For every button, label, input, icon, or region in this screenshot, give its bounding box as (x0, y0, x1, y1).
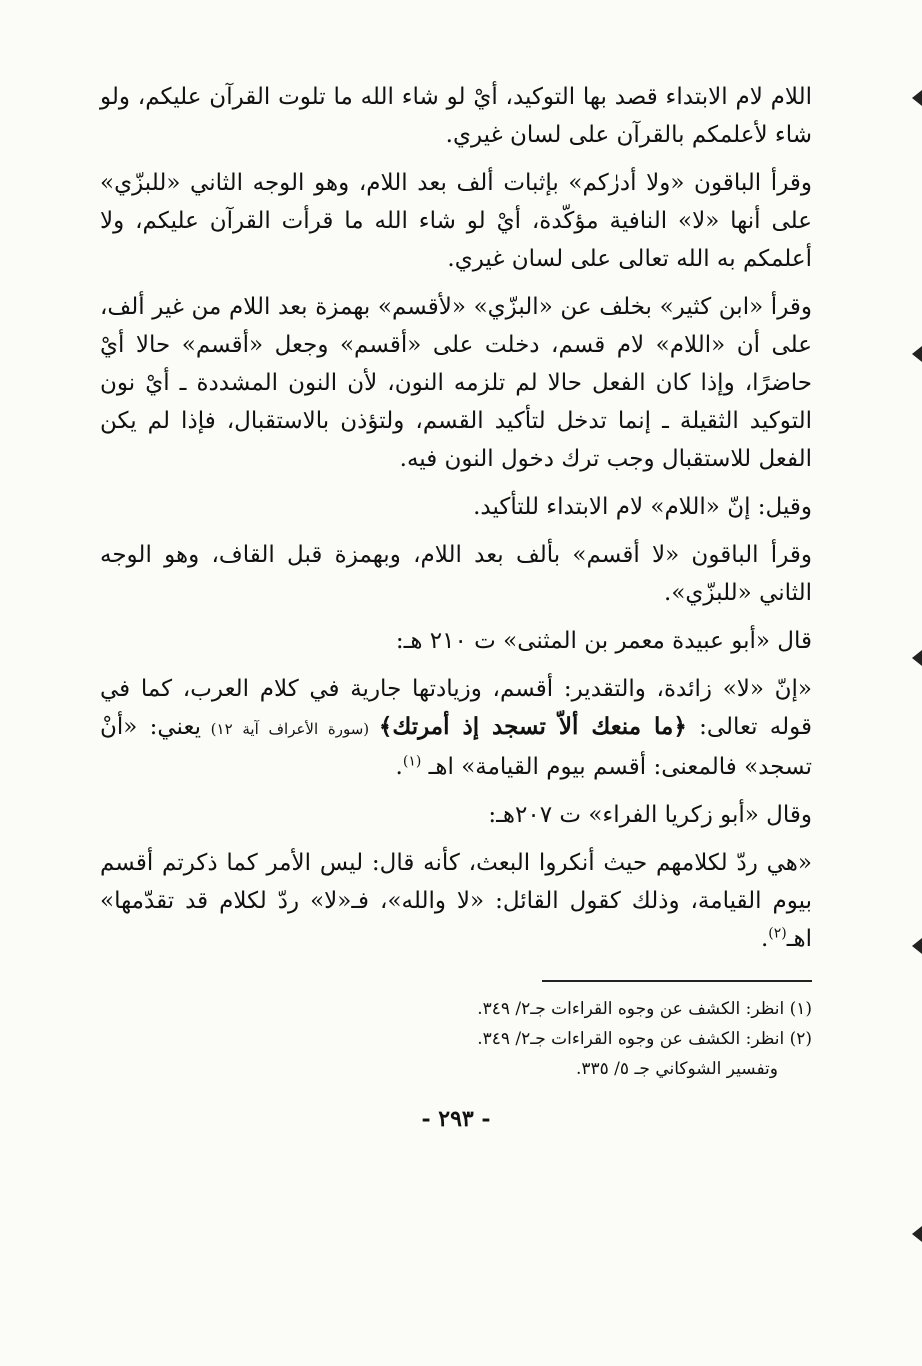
edge-mark (912, 90, 922, 106)
footnote: (٢) انظر: الكشف عن وجوه القراءات جـ٢/ ٣٤٩. (477, 1029, 812, 1049)
footnote-divider (542, 980, 812, 982)
edge-mark (912, 650, 922, 666)
document-page (100, 78, 812, 1132)
footnote: (١) انظر: الكشف عن وجوه القراءات جـ٢/ ٣٤٩. (477, 999, 812, 1019)
paragraph: وقرأ الباقون «ولا أدرٰكم» بإثبات ألف بعد اللام، وهو الوجه الثاني «للبزّي» على أنها «لا» النافية مؤكّدة، أيْ لو شاء الله ما قرأت القرآن عليكم، ولا أعلمكم به الله تعالى على لسان غيري. (100, 170, 812, 272)
paragraph: قال «أبو عبيدة معمر بن المثنى» ت ٢١٠ هـ: (395, 628, 812, 654)
quote-text: «إنّ «لا» زائدة، والتقدير: أقسم، وزيادتها جارية في كلام العرب، كما في قوله تعالى: (100, 676, 812, 740)
quote-end: . (760, 926, 769, 952)
verse-reference: (سورة الأعراف آية ١٢) (200, 720, 379, 738)
paragraph-quote-abu-ubayda (100, 670, 812, 786)
paragraph: اللام لام الابتداء قصد بها التوكيد، أيْ لو شاء الله ما تلوت القرآن عليكم، ولو شاء لأعلمكم بالقرآن على لسان غيري. (100, 84, 812, 148)
footnote-ref: (٢) (768, 925, 787, 942)
quote-end: . (395, 754, 403, 780)
footnote-continuation: وتفسير الشوكاني جـ ٥/ ٣٣٥. (575, 1059, 778, 1079)
quote-text: يعني: «أنْ تسجد» فالمعنى: أقسم بيوم القيامة» اهـ (100, 714, 812, 780)
edge-mark (912, 346, 922, 362)
paragraph: وقال «أبو زكريا الفراء» ت ٢٠٧هـ: (488, 802, 812, 828)
paragraph: وقيل: إنّ «اللام» لام الابتداء للتأكيد. (473, 494, 812, 520)
quran-verse: ﴿ما منعك ألاّ تسجد إذ أمرتك﴾ (378, 713, 687, 740)
paragraph: وقرأ الباقون «لا أقسم» بألف بعد اللام، وبهمزة قبل القاف، وهو الوجه الثاني «للبزّي». (100, 542, 812, 606)
page-number: - ٢٩٣ - (421, 1106, 491, 1132)
edge-mark (912, 1226, 922, 1242)
paragraph-quote-farra (100, 844, 812, 958)
footnote-ref: (١) (402, 753, 422, 770)
edge-mark (912, 938, 922, 954)
paragraph: وقرأ «ابن كثير» بخلف عن «البزّي» «لأقسم» بهمزة بعد اللام من غير ألف، على أن «اللام» لام قسم، دخلت على «أقسم» وجعل «أقسم» حالا أيْ حاضرًا، وإذا كان الفعل حالا لم تلزمه النون، لأن النون المشددة ـ أيْ نون التوكيد الثقيلة ـ إنما تدخل لتأكيد القسم، ولتؤذن بالاستقبال، فإذا لم يكن الفعل للاستقبال وجب ترك دخول النون فيه. (100, 294, 812, 472)
quote-text: «هي ردّ لكلامهم حيث أنكروا البعث، كأنه قال: ليس الأمر كما ذكرتم أقسم بيوم القيامة، وذلك كقول القائل: «لا والله»، فـ«لا» ردّ لكلام قد تقدّمها» اهـ (100, 850, 812, 952)
